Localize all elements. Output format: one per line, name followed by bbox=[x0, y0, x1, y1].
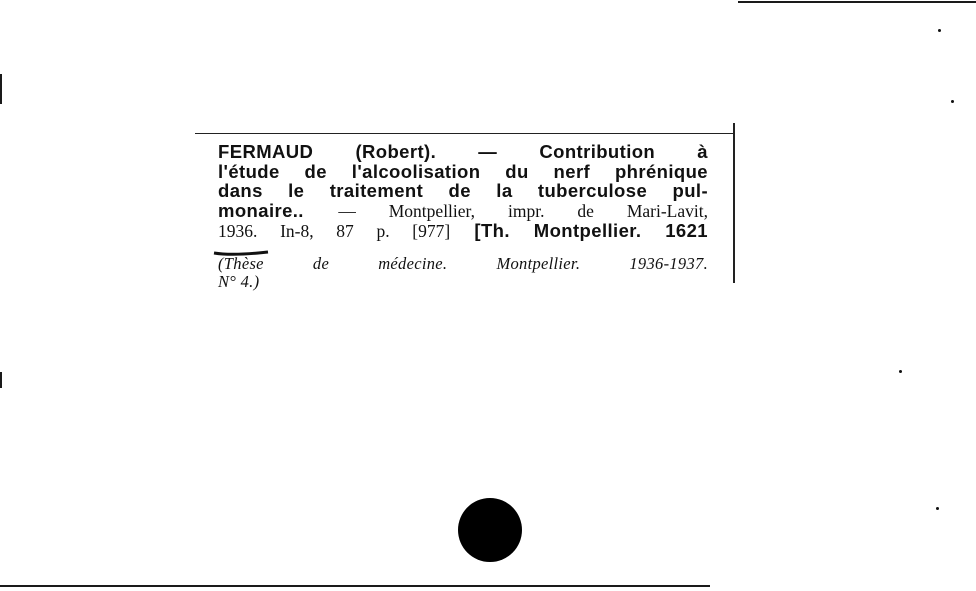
card-right-rule bbox=[733, 123, 735, 283]
bottom-edge-line bbox=[0, 585, 710, 587]
note-line-2: N° 4.) bbox=[218, 272, 260, 291]
scan-speck bbox=[936, 507, 939, 510]
title-end: monaire.. bbox=[218, 199, 304, 221]
scan-speck bbox=[899, 370, 902, 373]
catalog-card bbox=[195, 123, 735, 291]
left-edge-mark-bottom bbox=[0, 372, 2, 388]
card-top-rule bbox=[195, 133, 735, 134]
entry-line-author: FERMAUD (Robert). — Contribution à bbox=[218, 141, 708, 162]
bibliographic-entry bbox=[218, 142, 708, 242]
thesis-note bbox=[218, 255, 708, 291]
scan-speck bbox=[951, 100, 954, 103]
imprint-text: — Montpellier, impr. de Mari-Lavit, bbox=[338, 200, 708, 221]
left-edge-mark-top bbox=[0, 74, 2, 104]
entry-line-imprint bbox=[218, 201, 708, 222]
top-edge-line bbox=[738, 1, 976, 3]
thesis-reference: [Th. Montpellier. 1621 bbox=[474, 220, 708, 241]
collation-text: 1936. In-8, 87 p. [977] bbox=[218, 221, 451, 241]
punch-hole bbox=[458, 498, 522, 562]
entry-line-title-1: l'étude de l'alcoolisation du nerf phrénique bbox=[218, 160, 708, 182]
note-line-1: (Thèse de médecine. Montpellier. 1936-1937. bbox=[218, 254, 708, 273]
scan-speck bbox=[938, 29, 941, 32]
entry-line-collation bbox=[218, 221, 708, 242]
entry-line-title-2: dans le traitement de la tuberculose pul- bbox=[218, 180, 708, 201]
